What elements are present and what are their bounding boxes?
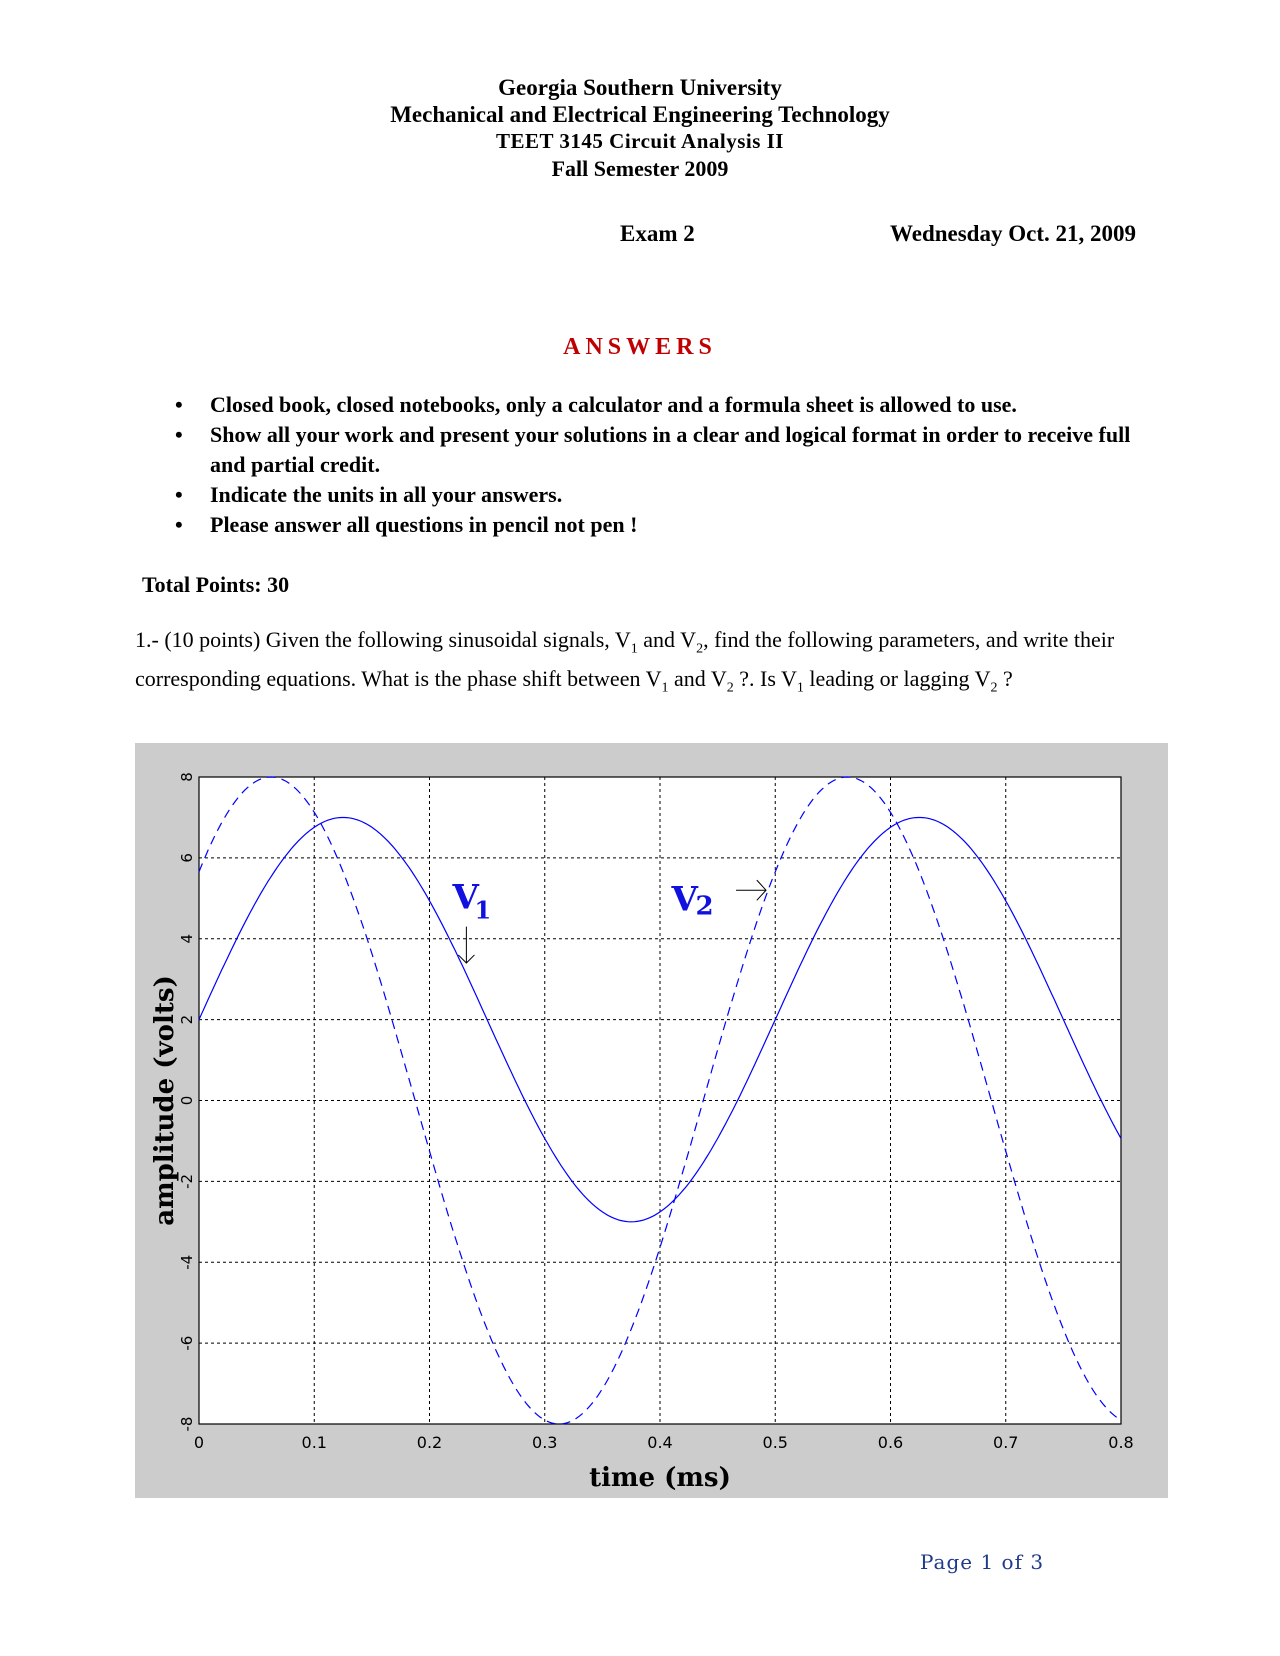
- y-axis-label: amplitude (volts): [150, 975, 180, 1226]
- x-tick-label: 0.2: [416, 1433, 443, 1452]
- y-tick-label: -8: [178, 1416, 196, 1432]
- instruction-item: [170, 390, 1170, 420]
- bullet-icon: •: [175, 482, 183, 507]
- instruction-text: Please answer all questions in pencil not pen !: [210, 512, 638, 537]
- question-text: leading or lagging: [803, 666, 975, 692]
- x-tick-label: 0.3: [532, 1433, 558, 1452]
- instruction-item: [170, 420, 1170, 480]
- university-name: Georgia Southern University: [498, 75, 782, 100]
- v1-annotation: V: [452, 877, 479, 918]
- y-tick-label: -4: [178, 1254, 196, 1270]
- question-text: , find the following parameters, and write their corresponding equations. What is the phase shift between: [135, 627, 1115, 692]
- exam-header: [0, 74, 1280, 182]
- v-symbol: V: [710, 666, 727, 692]
- subscript: 1: [630, 641, 638, 657]
- instruction-text: Closed book, closed notebooks, only a calculator and a formula sheet is allowed to use.: [210, 392, 1017, 417]
- subscript: 1: [661, 680, 669, 696]
- question-text: 1.- (10 points) Given the following sinusoidal signals,: [135, 627, 615, 652]
- bullet-icon: •: [175, 422, 183, 447]
- subscript: 1: [796, 680, 804, 696]
- y-tick-label: -2: [178, 1173, 196, 1189]
- y-tick-label: 4: [178, 933, 196, 944]
- exam-title: Exam 2: [620, 221, 695, 246]
- instructions-list: [170, 390, 1170, 540]
- subscript: 2: [990, 680, 998, 696]
- v-symbol: V: [645, 666, 662, 692]
- x-tick-label: 0: [193, 1433, 205, 1452]
- instruction-item: [170, 510, 1170, 540]
- v2-annotation: V: [671, 879, 698, 920]
- x-tick-label: 0.8: [1108, 1433, 1134, 1452]
- course-name: TEET 3145 Circuit Analysis II: [496, 129, 784, 153]
- total-points: Total Points: 30: [142, 572, 290, 597]
- question-1: [135, 625, 1155, 704]
- v-symbol: V: [680, 627, 697, 652]
- semester: Fall Semester 2009: [551, 156, 729, 181]
- instruction-text: Indicate the units in all your answers.: [210, 482, 563, 507]
- y-tick-label: 6: [178, 853, 196, 863]
- v-symbol: V: [781, 666, 797, 692]
- y-tick-label: 0: [178, 1095, 196, 1106]
- instruction-text: Show all your work and present your solutions in a clear and logical format in order to receive full and partial credit.: [210, 422, 1131, 477]
- y-tick-label: 2: [178, 1014, 196, 1025]
- bullet-icon: •: [175, 512, 183, 537]
- y-tick-label: 8: [178, 772, 196, 782]
- exam-date: Wednesday Oct. 21, 2009: [890, 221, 1136, 246]
- department-name: Mechanical and Electrical Engineering Technology: [390, 102, 890, 127]
- question-text: and: [637, 627, 681, 652]
- v1-annotation-sub: 1: [474, 895, 492, 925]
- x-tick-label: 0.1: [301, 1433, 327, 1452]
- subscript: 2: [696, 641, 704, 657]
- subscript: 2: [726, 680, 734, 696]
- v-symbol: V: [974, 666, 991, 692]
- page-number: Page 1 of 3: [920, 1550, 1045, 1574]
- x-tick-label: 0.4: [647, 1433, 673, 1452]
- x-tick-label: 0.7: [993, 1433, 1019, 1452]
- plot-figure: [135, 743, 1168, 1498]
- sine-chart: [135, 743, 1168, 1498]
- bullet-icon: •: [175, 392, 183, 417]
- question-text: ?: [997, 666, 1013, 692]
- answers-label: ANSWERS: [563, 334, 717, 360]
- x-tick-label: 0.5: [762, 1433, 788, 1452]
- instruction-item: [170, 480, 1170, 510]
- x-tick-label: 0.6: [877, 1433, 904, 1452]
- y-tick-label: -6: [178, 1335, 196, 1351]
- question-text: and: [668, 666, 711, 692]
- x-axis-label: time (ms): [589, 1463, 731, 1493]
- v2-annotation-sub: 2: [695, 891, 714, 922]
- question-text: ?. Is: [733, 666, 781, 692]
- v-symbol: V: [614, 627, 631, 652]
